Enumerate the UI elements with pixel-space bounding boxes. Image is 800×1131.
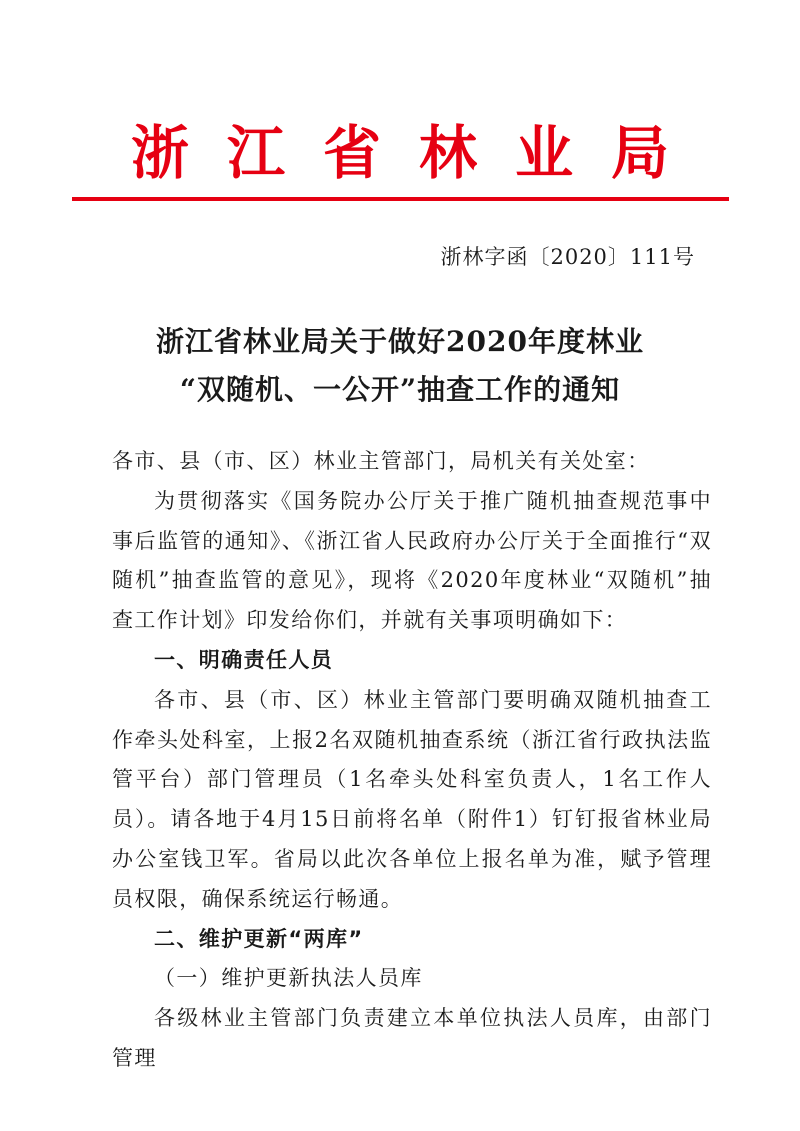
section-2-paragraph: 各级林业主管部门负责建立本单位执法人员库，由部门管理 bbox=[112, 1006, 712, 1070]
salutation: 各市、县（市、区）林业主管部门，局机关有关处室： bbox=[112, 449, 650, 473]
section-1-heading: 一、明确责任人员 bbox=[154, 647, 334, 672]
document-body bbox=[112, 442, 712, 1079]
document-title bbox=[0, 318, 800, 414]
document-title-line-2: “双随机、一公开”抽查工作的通知 bbox=[179, 373, 621, 406]
intro-paragraph: 为贯彻落实《国务院办公厅关于推广随机抽查规范事中事后监管的通知》、《浙江省人民政府办公厅关于全面推行“双随机”抽查监管的意见》，现将《2020年度林业“双随机”抽查工作计划》印发给你们，并就有关事项明确如下： bbox=[112, 488, 712, 633]
section-2-heading: 二、维护更新“两库” bbox=[154, 926, 364, 951]
masthead-red-rule bbox=[72, 197, 729, 201]
section-2-subheading: （一）维护更新执法人员库 bbox=[154, 966, 423, 991]
section-1-paragraph: 各市、县（市、区）林业主管部门要明确双随机抽查工作牵头处科室，上报2名双随机抽查系统（浙江省行政执法监管平台）部门管理员（1名牵头处科室负责人，1名工作人员）。请各地于4月15日前将名单（附件1）钉钉报省林业局办公室钱卫军。省局以此次各单位上报名单为准，赋予管理员权限，确保系统运行畅通。 bbox=[112, 687, 712, 911]
document-title-line-1: 浙江省林业局关于做好2020年度林业 bbox=[156, 325, 644, 358]
masthead-title: 浙江省林业局 bbox=[130, 119, 707, 187]
document-number: 浙林字函〔2020〕111号 bbox=[440, 245, 695, 269]
